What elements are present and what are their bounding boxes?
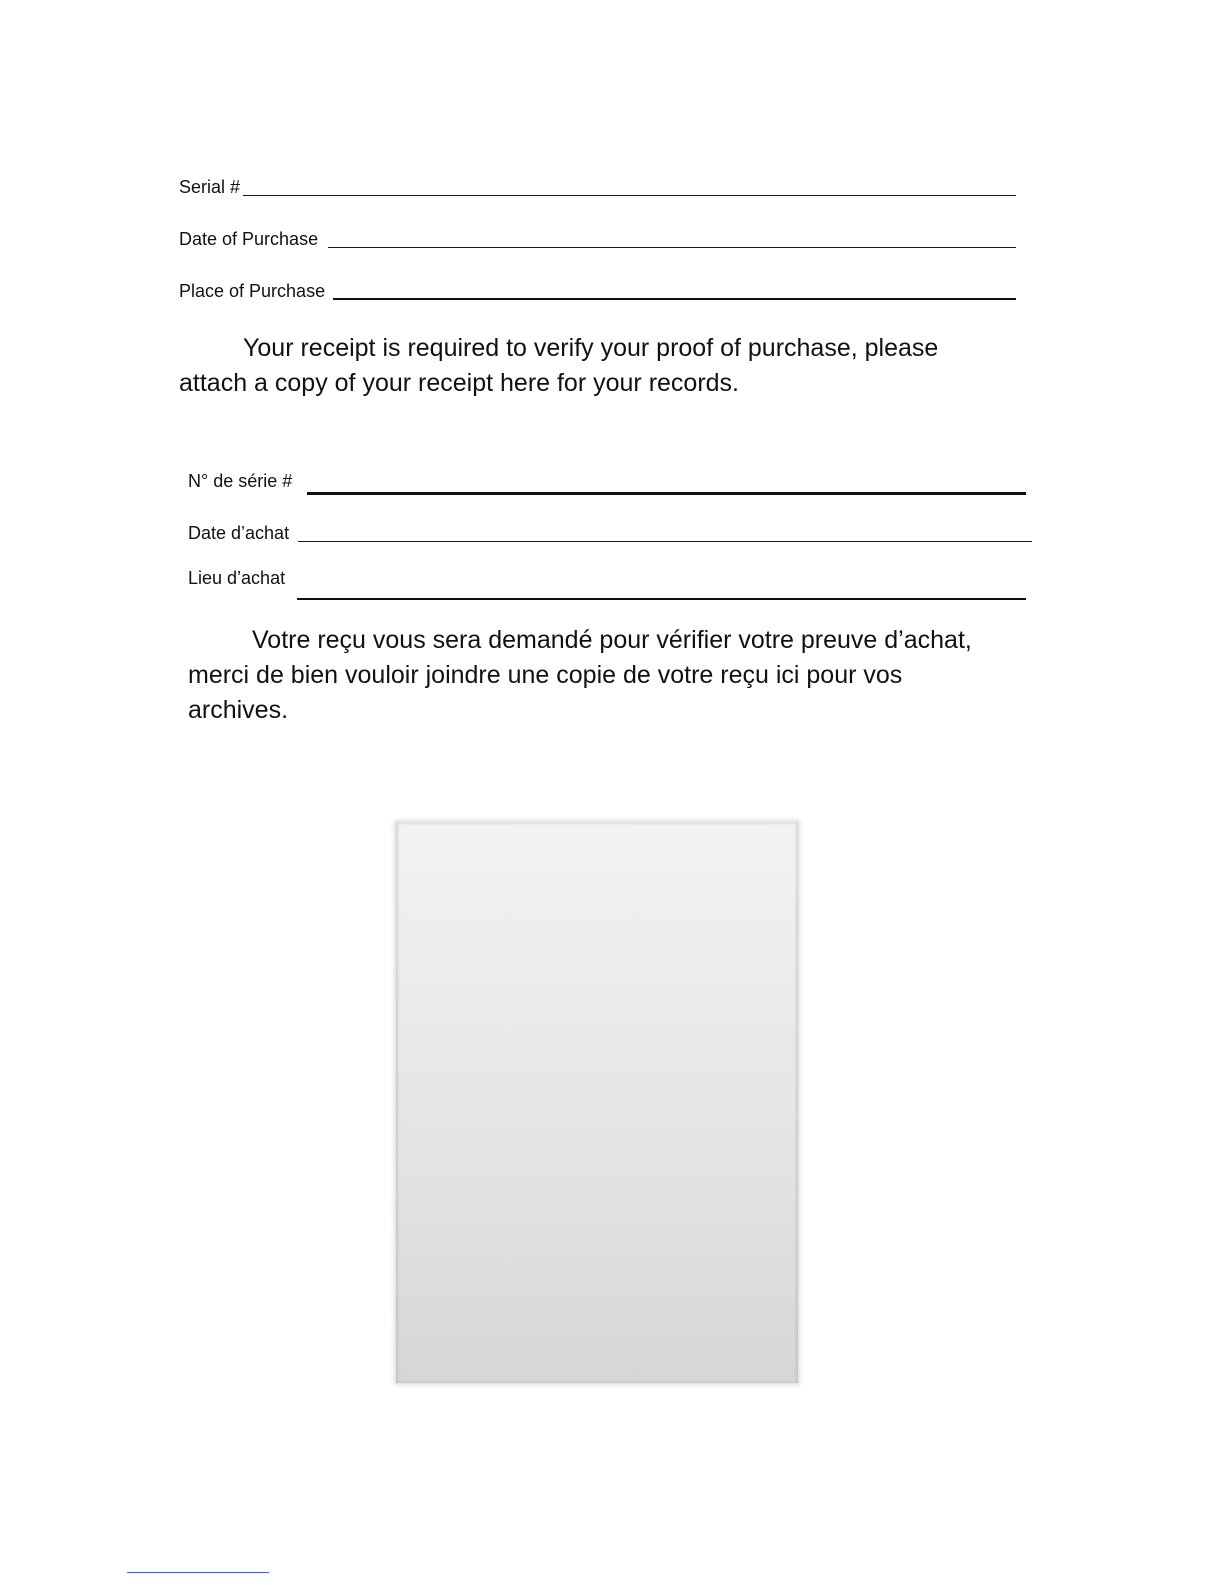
lieu-dachat-field[interactable] [297,598,1026,600]
lieu-dachat-label: Lieu d’achat [188,568,286,588]
english-instruction-text: Your receipt is required to verify your proof of purchase, please attach a copy of your receipt here for your records. [179,334,939,397]
footnote-separator [127,1572,269,1573]
place-of-purchase-field[interactable] [333,298,1016,300]
french-instruction-text: Votre reçu vous sera demandé pour vérifier votre preuve d’achat, merci de bien vouloir joindre une copie de votre reçu ici pour vos archives. [188,626,972,724]
date-of-purchase-field[interactable] [328,247,1016,248]
numero-de-serie-label: N° de série # [188,471,293,491]
date-dachat-label: Date d’achat [188,523,290,543]
numero-de-serie-field[interactable] [307,492,1026,495]
receipt-attachment-area [396,822,798,1383]
english-instruction-paragraph [179,331,1009,401]
date-of-purchase-label: Date of Purchase [179,229,319,249]
place-of-purchase-label: Place of Purchase [179,281,326,301]
french-instruction-paragraph [188,623,1008,728]
date-dachat-field[interactable] [298,541,1032,542]
serial-number-field[interactable] [243,195,1016,196]
serial-number-label: Serial # [179,177,241,197]
